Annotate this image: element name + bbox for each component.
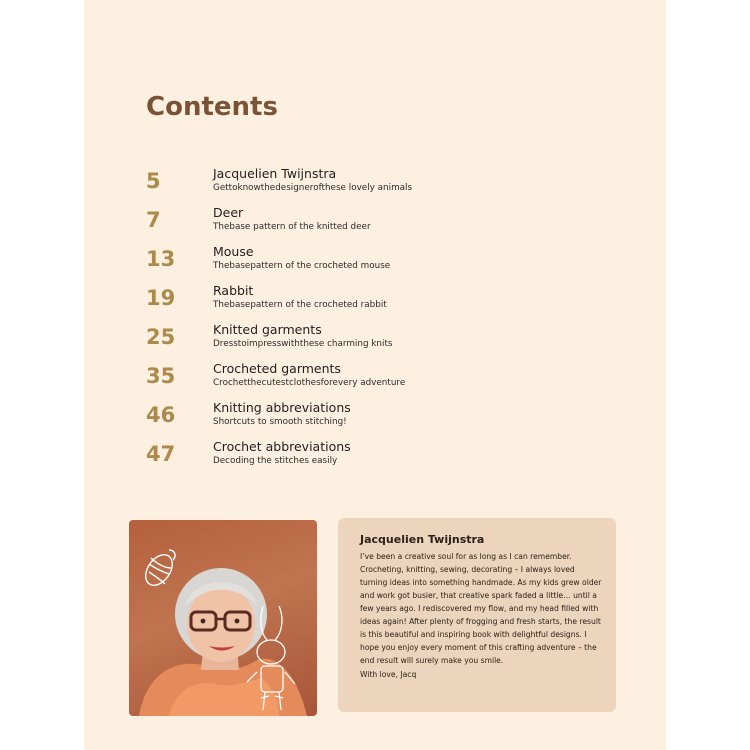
toc-entry[interactable] xyxy=(146,400,626,439)
bio-name: Jacquelien Twijnstra xyxy=(360,533,485,546)
page-title: Contents xyxy=(146,92,278,122)
toc-entry[interactable] xyxy=(146,361,626,400)
toc-title: Crocheted garments xyxy=(213,361,341,376)
toc-subtitle: Thebasepattern of the crocheted rabbit xyxy=(213,300,387,310)
toc-title: Rabbit xyxy=(213,283,254,298)
designer-bio-box xyxy=(338,518,616,712)
toc-title: Crochet abbreviations xyxy=(213,439,351,454)
designer-portrait xyxy=(129,520,317,716)
toc-page-number: 47 xyxy=(146,442,176,466)
toc-page-number: 46 xyxy=(146,403,176,427)
yarn-ball-icon xyxy=(140,550,178,590)
toc-subtitle: Thebasepattern of the crocheted mouse xyxy=(213,261,391,271)
toc-entry[interactable] xyxy=(146,244,626,283)
toc-page-number: 25 xyxy=(146,325,176,349)
toc-subtitle: Crochetthecutestclothesforevery adventure xyxy=(213,378,406,388)
toc-entry[interactable] xyxy=(146,439,626,478)
toc-title: Knitting abbreviations xyxy=(213,400,351,415)
toc-page-number: 7 xyxy=(146,208,161,232)
bio-signoff: With love, Jacq xyxy=(360,670,417,679)
toc-subtitle: Dresstoimpresswiththese charming knits xyxy=(213,339,393,349)
toc-page-number: 5 xyxy=(146,169,161,193)
toc-page-number: 19 xyxy=(146,286,176,310)
toc-title: Knitted garments xyxy=(213,322,322,337)
portrait-illustration xyxy=(129,520,317,716)
toc-subtitle: Gettoknowthedesignerofthese lovely animals xyxy=(213,183,413,193)
toc-title: Deer xyxy=(213,205,244,220)
toc-title: Jacquelien Twijnstra xyxy=(213,166,337,181)
toc-subtitle: Shortcuts to smooth stitching! xyxy=(213,417,347,427)
toc-page-number: 13 xyxy=(146,247,176,271)
toc-title: Mouse xyxy=(213,244,254,259)
table-of-contents xyxy=(146,166,626,478)
toc-entry[interactable] xyxy=(146,283,626,322)
bio-text: I’ve been a creative soul for as long as I can remember. Crocheting, knitting, sewing, decorating – I always loved turning ideas into something handmade. As my kids grew older and work got busier, that creative spark faded a little… until a few years ago. I rediscovered my flow, and my head filled with ideas again! After plenty of frogging and fresh starts, the result is this beautiful and inspiring book with delightful designs. I hope you enjoy every moment of this crafting adventure – the end result will surely make you smile. xyxy=(360,552,602,665)
toc-entry[interactable] xyxy=(146,322,626,361)
toc-page-number: 35 xyxy=(146,364,176,388)
toc-subtitle: Decoding the stitches easily xyxy=(213,456,338,466)
toc-entry[interactable] xyxy=(146,205,626,244)
toc-subtitle: Thebase pattern of the knitted deer xyxy=(213,222,371,232)
toc-entry[interactable] xyxy=(146,166,626,205)
